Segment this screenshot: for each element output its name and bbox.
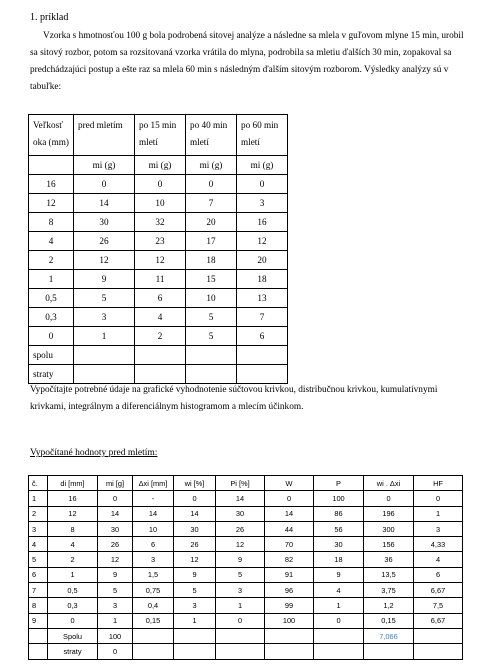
table2-cell: 6,67 bbox=[414, 583, 463, 598]
table2-cell: 99 bbox=[265, 598, 314, 613]
table1-cell: 20 bbox=[186, 213, 237, 232]
table1-cell: 2 bbox=[29, 251, 74, 270]
task-statement bbox=[30, 382, 466, 416]
table2-cell: 3 bbox=[216, 583, 265, 598]
table1-unit-cell: mi (g) bbox=[74, 156, 135, 175]
table2-cell: 86 bbox=[314, 506, 364, 521]
table1-cell: 18 bbox=[186, 251, 237, 270]
table2-cell: 12 bbox=[216, 537, 265, 552]
table2-cell: 0 bbox=[216, 613, 265, 628]
table1-cell: 0,5 bbox=[29, 289, 74, 308]
table1-header-cell: po 15 min mletí bbox=[135, 115, 186, 156]
table2-cell: 5 bbox=[174, 583, 216, 598]
table2-cell: 8 bbox=[29, 598, 48, 613]
table2-cell: 6 bbox=[133, 537, 174, 552]
table2-header-cell: Δxi [mm] bbox=[133, 476, 174, 491]
table2-cell: 9 bbox=[174, 567, 216, 582]
table1-cell bbox=[186, 365, 237, 384]
table2-cell: 3 bbox=[29, 521, 48, 536]
table2-cell: 7 bbox=[29, 583, 48, 598]
table1-cell: 15 bbox=[186, 270, 237, 289]
table2-cell: 30 bbox=[216, 506, 265, 521]
table1-cell: 12 bbox=[29, 194, 74, 213]
table1-cell: 3 bbox=[74, 308, 135, 327]
table2-cell: 9 bbox=[314, 567, 364, 582]
table2-cell: 30 bbox=[314, 537, 364, 552]
table1-cell: 0 bbox=[186, 175, 237, 194]
table1-cell bbox=[186, 346, 237, 365]
table2-cell: 196 bbox=[364, 506, 414, 521]
table1-row bbox=[29, 175, 288, 194]
table1-cell: 12 bbox=[74, 251, 135, 270]
table2-header-row bbox=[29, 476, 463, 491]
table2-row bbox=[29, 521, 463, 536]
table1-cell: 4 bbox=[29, 232, 74, 251]
table2-cell: 14 bbox=[265, 506, 314, 521]
table1-unit-cell: mi (g) bbox=[237, 156, 288, 175]
table1-cell bbox=[135, 346, 186, 365]
table2-cell: 3,75 bbox=[364, 583, 414, 598]
table2-row bbox=[29, 583, 463, 598]
table2-cell: 1 bbox=[29, 491, 48, 506]
table2-cell: 14 bbox=[133, 506, 174, 521]
table2-cell: 0 bbox=[314, 613, 364, 628]
table1-unit-cell bbox=[29, 156, 74, 175]
table2-cell: 91 bbox=[265, 567, 314, 582]
table1-row bbox=[29, 270, 288, 289]
table2-cell: straty bbox=[48, 644, 98, 659]
table2-header-cell: W bbox=[265, 476, 314, 491]
table1-cell: 11 bbox=[135, 270, 186, 289]
table2-cell: 0,4 bbox=[133, 598, 174, 613]
table1-cell: 16 bbox=[29, 175, 74, 194]
table1-cell: 7 bbox=[237, 308, 288, 327]
table2-cell bbox=[133, 628, 174, 643]
table1-header-cell: po 40 min mletí bbox=[186, 115, 237, 156]
table1-header-cell: po 60 min mletí bbox=[237, 115, 288, 156]
table2-row bbox=[29, 628, 463, 643]
table2-cell: 82 bbox=[265, 552, 314, 567]
table2-header-cell: di [mm] bbox=[48, 476, 98, 491]
table2-row bbox=[29, 506, 463, 521]
table2-cell bbox=[314, 644, 364, 659]
table2-cell: 0,15 bbox=[364, 613, 414, 628]
table2-header-cell: P bbox=[314, 476, 364, 491]
table2-cell bbox=[174, 628, 216, 643]
table1-cell: 0 bbox=[135, 175, 186, 194]
table1-cell bbox=[74, 365, 135, 384]
table1-cell: 12 bbox=[237, 232, 288, 251]
table1-unit-row bbox=[29, 156, 288, 175]
table1-cell: 1 bbox=[29, 270, 74, 289]
table2-row bbox=[29, 567, 463, 582]
table2-cell: 14 bbox=[216, 491, 265, 506]
table1-cell bbox=[237, 346, 288, 365]
table1-cell: 4 bbox=[135, 308, 186, 327]
table1-cell: 0 bbox=[237, 175, 288, 194]
table2-cell: 0 bbox=[48, 613, 98, 628]
table2-cell: 4,33 bbox=[414, 537, 463, 552]
table1-header-row bbox=[29, 115, 288, 156]
table2-cell: 8 bbox=[48, 521, 98, 536]
table1-row bbox=[29, 194, 288, 213]
table2-cell: 100 bbox=[265, 613, 314, 628]
table2-cell: 9 bbox=[216, 552, 265, 567]
table2-cell bbox=[29, 644, 48, 659]
table1-cell: 2 bbox=[135, 327, 186, 346]
table2-cell: 0,15 bbox=[133, 613, 174, 628]
table1-header-cell: Veľkosť oka (mm) bbox=[29, 115, 74, 156]
table2-cell: Spolu bbox=[48, 628, 98, 643]
table2-cell: 14 bbox=[174, 506, 216, 521]
table2-cell: 100 bbox=[98, 628, 133, 643]
table2-cell: 300 bbox=[364, 521, 414, 536]
table1-unit-cell: mi (g) bbox=[186, 156, 237, 175]
table2-cell bbox=[133, 644, 174, 659]
table2-cell: 1 bbox=[98, 613, 133, 628]
table2-header-cell: Pi [%] bbox=[216, 476, 265, 491]
table1-cell: 17 bbox=[186, 232, 237, 251]
table1-cell: 20 bbox=[237, 251, 288, 270]
table1-row bbox=[29, 327, 288, 346]
table2-cell: 0 bbox=[98, 644, 133, 659]
computed-values-table bbox=[28, 475, 463, 660]
table2-cell: 56 bbox=[314, 521, 364, 536]
table2-row bbox=[29, 552, 463, 567]
table1-cell: 0 bbox=[74, 175, 135, 194]
table2-cell: 1 bbox=[216, 598, 265, 613]
table2-cell: 3 bbox=[174, 598, 216, 613]
table2-header-cell: wi [%] bbox=[174, 476, 216, 491]
table1-row bbox=[29, 346, 288, 365]
table2-cell bbox=[216, 644, 265, 659]
table1-cell: 32 bbox=[135, 213, 186, 232]
computed-values-heading: Vypočítané hodnoty pred mletím: bbox=[30, 448, 158, 458]
table2-cell: 70 bbox=[265, 537, 314, 552]
table2-cell: 3 bbox=[98, 598, 133, 613]
table2-cell: 1 bbox=[174, 613, 216, 628]
table2-row bbox=[29, 644, 463, 659]
table2-row bbox=[29, 613, 463, 628]
table2-cell: 6 bbox=[29, 567, 48, 582]
table1-cell: 10 bbox=[186, 289, 237, 308]
table2-cell: 1,2 bbox=[364, 598, 414, 613]
table2-cell: 0 bbox=[265, 491, 314, 506]
table2-cell: 1 bbox=[314, 598, 364, 613]
table1-cell: 8 bbox=[29, 213, 74, 232]
table1-row bbox=[29, 308, 288, 327]
table1-cell bbox=[74, 346, 135, 365]
table2-cell: 26 bbox=[98, 537, 133, 552]
table2-cell: 156 bbox=[364, 537, 414, 552]
problem-statement bbox=[30, 28, 466, 96]
table2-cell: 0,3 bbox=[48, 598, 98, 613]
table2-cell: 7,066 bbox=[364, 628, 414, 643]
table2-cell: 1,5 bbox=[133, 567, 174, 582]
table1-cell: 1 bbox=[74, 327, 135, 346]
table2-row bbox=[29, 598, 463, 613]
table2-cell: 12 bbox=[174, 552, 216, 567]
table2-cell: 30 bbox=[98, 521, 133, 536]
table2-cell: 2 bbox=[29, 506, 48, 521]
table2-row bbox=[29, 537, 463, 552]
table2-cell: 0 bbox=[174, 491, 216, 506]
table2-cell: 7,5 bbox=[414, 598, 463, 613]
table1-body bbox=[29, 175, 288, 384]
table1-row bbox=[29, 251, 288, 270]
table2-cell: 5 bbox=[98, 583, 133, 598]
table2-cell: 4 bbox=[314, 583, 364, 598]
problem-paragraph: Vzorka s hmotnosťou 100 g bola podrobená sitovej analýze a následne sa mlela v guľovom mlyne 15 min, urobil sa sitový rozbor, potom sa rozsitovaná vzorka vrátila do mlyna, podrobila sa mletiu ďalších 30 min, zopakoval sa predchádzajúci postup a ešte raz sa mlela 60 min s následným ďalším sitovým rozborom. Výsledky analýzy sú v tabuľke: bbox=[30, 31, 464, 92]
table1-cell: 10 bbox=[135, 194, 186, 213]
table1-cell bbox=[237, 365, 288, 384]
table2-cell: 3 bbox=[133, 552, 174, 567]
table1-header-cell: pred mletím bbox=[74, 115, 135, 156]
table1-cell: 3 bbox=[237, 194, 288, 213]
table2-cell bbox=[364, 644, 414, 659]
table2-cell: 0,5 bbox=[48, 583, 98, 598]
table2-cell: 6 bbox=[414, 567, 463, 582]
table1-row bbox=[29, 232, 288, 251]
sieve-analysis-table bbox=[28, 114, 288, 384]
table1-cell: 18 bbox=[237, 270, 288, 289]
table1-cell: 5 bbox=[186, 327, 237, 346]
table2-cell: 96 bbox=[265, 583, 314, 598]
table1-cell: 23 bbox=[135, 232, 186, 251]
table1-cell: 5 bbox=[74, 289, 135, 308]
table2-cell: 18 bbox=[314, 552, 364, 567]
table2-cell: 44 bbox=[265, 521, 314, 536]
table2-cell: 26 bbox=[174, 537, 216, 552]
table1-cell: 30 bbox=[74, 213, 135, 232]
table2-cell: 36 bbox=[364, 552, 414, 567]
table2-cell: 6,67 bbox=[414, 613, 463, 628]
table1-cell: 16 bbox=[237, 213, 288, 232]
table1-cell: 5 bbox=[186, 308, 237, 327]
exercise-title: 1. príklad bbox=[30, 12, 69, 23]
table2-header-cell: č. bbox=[29, 476, 48, 491]
table2-cell bbox=[174, 644, 216, 659]
table1-cell: 14 bbox=[74, 194, 135, 213]
table1-cell: 0 bbox=[29, 327, 74, 346]
table2-cell: 9 bbox=[29, 613, 48, 628]
table2-cell bbox=[265, 644, 314, 659]
table2-cell: 13,5 bbox=[364, 567, 414, 582]
table2-cell: 12 bbox=[48, 506, 98, 521]
table2-cell: 9 bbox=[98, 567, 133, 582]
table2-cell: 4 bbox=[48, 537, 98, 552]
table1-cell: 6 bbox=[135, 289, 186, 308]
table2-cell bbox=[314, 628, 364, 643]
table2-cell: 5 bbox=[216, 567, 265, 582]
table2-cell: 0 bbox=[364, 491, 414, 506]
table1-cell: 9 bbox=[74, 270, 135, 289]
table2-cell: 16 bbox=[48, 491, 98, 506]
table1-cell: 0,3 bbox=[29, 308, 74, 327]
table1-cell: spolu bbox=[29, 346, 74, 365]
table2-cell: 30 bbox=[174, 521, 216, 536]
table2-cell: 1 bbox=[48, 567, 98, 582]
table1-cell: 6 bbox=[237, 327, 288, 346]
table1-row bbox=[29, 213, 288, 232]
table2-cell: 0 bbox=[98, 491, 133, 506]
table2-cell bbox=[29, 628, 48, 643]
table2-cell bbox=[414, 644, 463, 659]
table2-cell: 1 bbox=[414, 506, 463, 521]
table1-cell: 12 bbox=[135, 251, 186, 270]
table1-cell bbox=[135, 365, 186, 384]
table1-row bbox=[29, 289, 288, 308]
table2-header-cell: HF bbox=[414, 476, 463, 491]
table2-cell bbox=[265, 628, 314, 643]
table2-cell bbox=[414, 628, 463, 643]
table2-cell: 4 bbox=[414, 552, 463, 567]
table2-cell: 5 bbox=[29, 552, 48, 567]
table2-cell bbox=[216, 628, 265, 643]
table2-cell: 2 bbox=[48, 552, 98, 567]
table2-row bbox=[29, 491, 463, 506]
table2-cell: 3 bbox=[414, 521, 463, 536]
table1-row bbox=[29, 365, 288, 384]
table1-cell: straty bbox=[29, 365, 74, 384]
table2-header bbox=[29, 476, 463, 491]
table2-cell: 10 bbox=[133, 521, 174, 536]
table2-cell: 0,75 bbox=[133, 583, 174, 598]
task-paragraph: Vypočítajte potrebné údaje na grafické vyhodnotenie súčtovou krivkou, distribučnou krivkou, kumulatívnymi krivkami, integrálnym a diferenciálnym histogramom a mlecím účinkom. bbox=[30, 385, 438, 412]
table2-cell: 14 bbox=[98, 506, 133, 521]
table2-cell: 26 bbox=[216, 521, 265, 536]
table1-cell: 26 bbox=[74, 232, 135, 251]
table1-unit-cell: mi (g) bbox=[135, 156, 186, 175]
table2-body bbox=[29, 491, 463, 659]
table2-cell: 0 bbox=[414, 491, 463, 506]
table2-cell: 100 bbox=[314, 491, 364, 506]
table1-cell: 7 bbox=[186, 194, 237, 213]
table2-cell: 4 bbox=[29, 537, 48, 552]
table2-cell: - bbox=[133, 491, 174, 506]
table2-header-cell: mi [g] bbox=[98, 476, 133, 491]
table2-header-cell: wi . Δxi bbox=[364, 476, 414, 491]
table1-cell: 13 bbox=[237, 289, 288, 308]
table2-cell: 12 bbox=[98, 552, 133, 567]
